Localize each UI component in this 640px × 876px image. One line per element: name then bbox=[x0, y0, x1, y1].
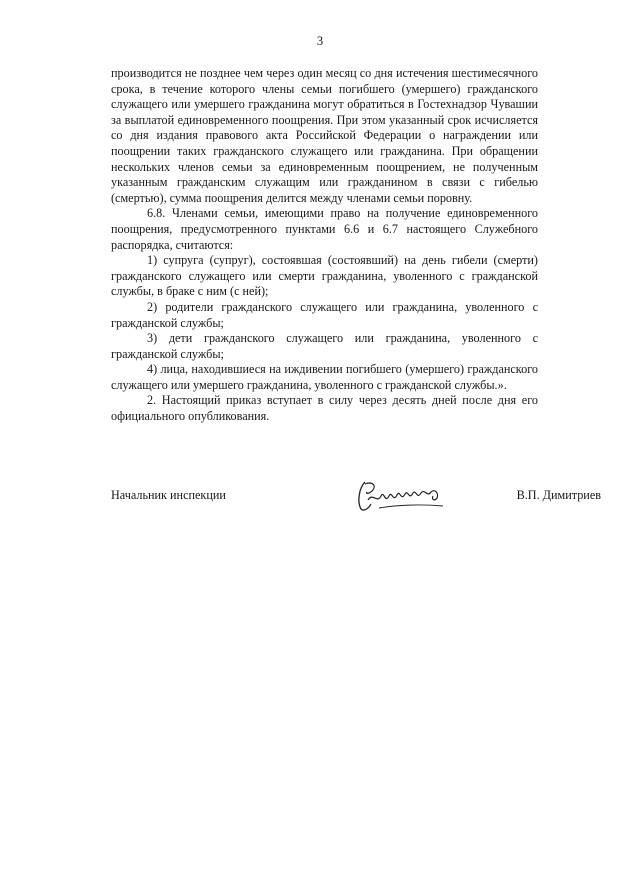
list-item: 3) дети гражданского служащего или гражданина, уволенного с гражданской службы; bbox=[111, 331, 538, 361]
paragraph: 6.8. Членами семьи, имеющими право на получение единовременного поощрения, предусмотренного пунктами 6.6 и 6.7 настоящего Служебного распорядка, считаются: bbox=[111, 206, 538, 252]
list-item: 1) супруга (супруг), состоявшая (состоявший) на день гибели (смерти) гражданского служащего или смерти гражданина, уволенного с гражданской службы, в браке с ним (с ней); bbox=[111, 253, 538, 299]
paragraph: 2. Настоящий приказ вступает в силу через десять дней после дня его официального опубликования. bbox=[111, 393, 538, 424]
signatory-position: Начальник инспекции bbox=[111, 488, 226, 502]
signature-block bbox=[111, 488, 601, 528]
list-item: 4) лица, находившиеся на иждивении погибшего (умершего) гражданского служащего или умершего гражданина, уволенного с гражданской службы.». bbox=[111, 362, 538, 392]
handwritten-signature bbox=[351, 478, 446, 514]
signatory-name: В.П. Димитриев bbox=[516, 488, 601, 502]
list-item: 2) родители гражданского служащего или гражданина, уволенного с гражданской службы; bbox=[111, 299, 538, 330]
page-number: 3 bbox=[316, 34, 324, 48]
paragraph: производится не позднее чем через один месяц со дня истечения шестимесячного срока, в течение которого члены семьи погибшего (умершего) гражданского служащего или умершего гражданина могут обратиться в Гостехнадзор Чувашии за выплатой единовременного поощрения. При этом указанный срок исчисляется со дня издания правового акта Российской Федерации о награждении или поощрении таких гражданского служащего или гражданина. При обращении нескольких членов семьи за единовременным поощрением, не полученным указанным гражданским служащим или гражданином в связи с гибелью (смертью), сумма поощрения делится между членами семьи поровну. bbox=[111, 66, 538, 205]
document-body bbox=[111, 66, 538, 425]
